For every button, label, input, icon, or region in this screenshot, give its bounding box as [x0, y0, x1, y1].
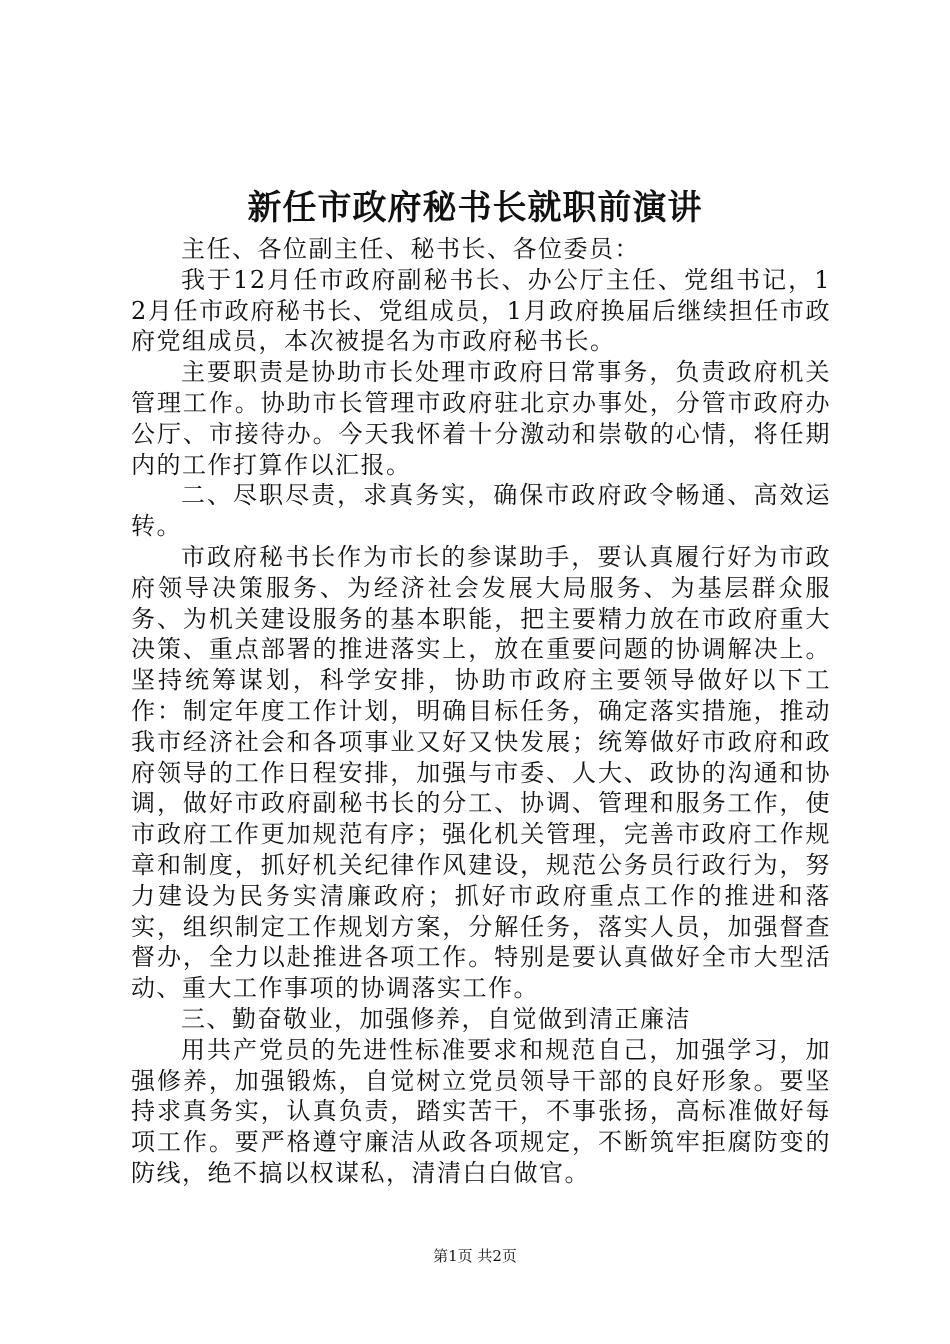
section-three-heading: 三、勤奋敬业，加强修养，自觉做到清正廉洁 — [181, 1004, 691, 1033]
document-title: 新任市政府秘书长就职前演讲 — [247, 188, 703, 228]
appointment-history-paragraph: 我于12月任市政府副秘书长、办公厅主任、党组书记，12月任市政府秘书长、党组成员，1月政府换届后继续担任市政府党组成员，本次被提名为市政府秘书长。 — [131, 265, 831, 356]
section-two-body-paragraph: 市政府秘书长作为市长的参谋助手，要认真履行好为市政府领导决策服务、为经济社会发展大局服务、为基层群众服务、为机关建设服务的基本职能，把主要精力放在市政府重大决策、重点部署的推进落实上，放在重要问题的协调解决上。坚持统筹谋划，科学安排，协助市政府主要领导做好以下工作：制定年度工作计划，明确目标任务，确定落实措施，推动我市经济社会和各项事业又好又快发展；统筹做好市政府和政府领导的工作日程安排，加强与市委、人大、政协的沟通和协调，做好市政府副秘书长的分工、协调、管理和服务工作，使市政府工作更加规范有序；强化机关管理，完善市政府工作规章和制度，抓好机关纪律作风建设，规范公务员行政行为，努力建设为民务实清廉政府；抓好市政府重点工作的推进和落实，组织制定工作规划方案，分解任务，落实人员，加强督查督办，全力以赴推进各项工作。特别是要认真做好全市大型活动、重大工作事项的协调落实工作。 — [131, 542, 831, 1003]
document-body — [131, 234, 831, 1189]
salutation-paragraph: 主任、各位副主任、秘书长、各位委员： — [181, 235, 640, 263]
page-number-footer: 第1页 共2页 — [433, 1247, 517, 1265]
section-two-heading: 二、尽职尽责，求真务实，确保市政府政令畅通、高效运转。 — [131, 481, 831, 541]
responsibilities-paragraph: 主要职责是协助市长处理市政府日常事务，负责政府机关管理工作。协助市长管理市政府驻北京办事处，分管市政府办公厅、市接待办。今天我怀着十分激动和崇敬的心情，将任期内的工作打算作以汇报。 — [131, 358, 831, 479]
section-three-body-paragraph: 用共产党员的先进性标准要求和规范自己，加强学习，加强修养，加强锻炼，自觉树立党员领导干部的良好形象。要坚持求真务实，认真负责，踏实苦干，不事张扬，高标准做好每项工作。要严格遵守廉洁从政各项规定，不断筑牢拒腐防变的防线，绝不搞以权谋私，清清白白做官。 — [131, 1035, 831, 1187]
